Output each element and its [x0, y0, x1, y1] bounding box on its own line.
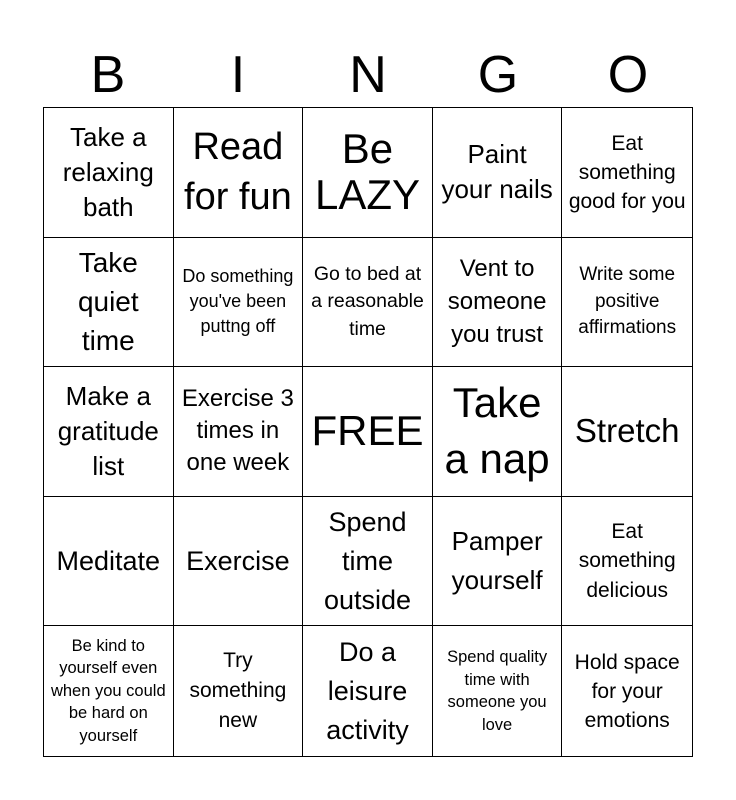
cell-text: Be LAZY: [314, 125, 421, 219]
bingo-cell[interactable]: [174, 367, 304, 497]
bingo-cell[interactable]: [44, 497, 174, 627]
cell-text: Spend time outside: [323, 506, 412, 615]
cell-text: Hold space for your emotions: [574, 650, 680, 732]
bingo-cell[interactable]: [433, 367, 563, 497]
bingo-cell[interactable]: [44, 238, 174, 368]
bingo-cell[interactable]: [562, 238, 692, 368]
cell-text: Stretch: [574, 412, 680, 450]
bingo-cell[interactable]: [433, 626, 563, 756]
bingo-cell[interactable]: [562, 626, 692, 756]
bingo-cell[interactable]: [44, 626, 174, 756]
bingo-cell[interactable]: [433, 108, 563, 238]
free-space-label: FREE: [311, 407, 424, 455]
cell-text: Take a nap: [444, 379, 550, 483]
cell-text: Vent to someone you trust: [447, 255, 547, 349]
header-letter-n: N: [349, 46, 387, 104]
cell-text: Meditate: [56, 545, 161, 576]
bingo-free-cell[interactable]: [303, 367, 433, 497]
cell-text: Be kind to yourself even when you could be hard on yourself: [50, 636, 166, 745]
cell-text: Spend quality time with someone you love: [447, 648, 548, 734]
header-letter-i: I: [230, 46, 246, 104]
cell-text: Read for fun: [184, 126, 292, 219]
bingo-cell[interactable]: [303, 497, 433, 627]
bingo-cell[interactable]: [174, 238, 304, 368]
bingo-header: [43, 44, 693, 106]
bingo-cell[interactable]: [44, 108, 174, 238]
header-letter-g: G: [477, 46, 519, 104]
cell-text: Take quiet time: [77, 247, 139, 357]
cell-text: Exercise: [186, 545, 290, 576]
bingo-board: [43, 107, 693, 757]
bingo-cell[interactable]: [44, 367, 174, 497]
cell-text: Pamper yourself: [451, 526, 543, 596]
bingo-cell[interactable]: [433, 238, 563, 368]
cell-text: Write some positive affirmations: [578, 264, 677, 339]
bingo-cell[interactable]: [303, 238, 433, 368]
header-letter-b: B: [90, 46, 126, 104]
cell-text: Take a relaxing bath: [62, 121, 154, 222]
cell-text: Try something new: [189, 649, 287, 733]
header-letter-o: O: [607, 46, 649, 104]
bingo-cell[interactable]: [562, 497, 692, 627]
bingo-cell[interactable]: [303, 626, 433, 756]
bingo-cell[interactable]: [174, 626, 304, 756]
cell-text: Exercise 3 times in one week: [181, 385, 294, 477]
cell-text: Do something you've been puttng off: [182, 266, 294, 337]
cell-text: Paint your nails: [441, 139, 553, 205]
cell-text: Eat something good for you: [568, 131, 686, 213]
bingo-cell[interactable]: [562, 367, 692, 497]
cell-text: Go to bed at a reasonable time: [311, 262, 424, 340]
bingo-cell[interactable]: [562, 108, 692, 238]
bingo-cell[interactable]: [174, 497, 304, 627]
cell-text: Eat something delicious: [578, 519, 676, 602]
bingo-cell[interactable]: [433, 497, 563, 627]
bingo-cell[interactable]: [174, 108, 304, 238]
bingo-cell[interactable]: [303, 108, 433, 238]
cell-text: Do a leisure activity: [326, 636, 409, 745]
cell-text: Make a gratitude list: [57, 380, 159, 481]
